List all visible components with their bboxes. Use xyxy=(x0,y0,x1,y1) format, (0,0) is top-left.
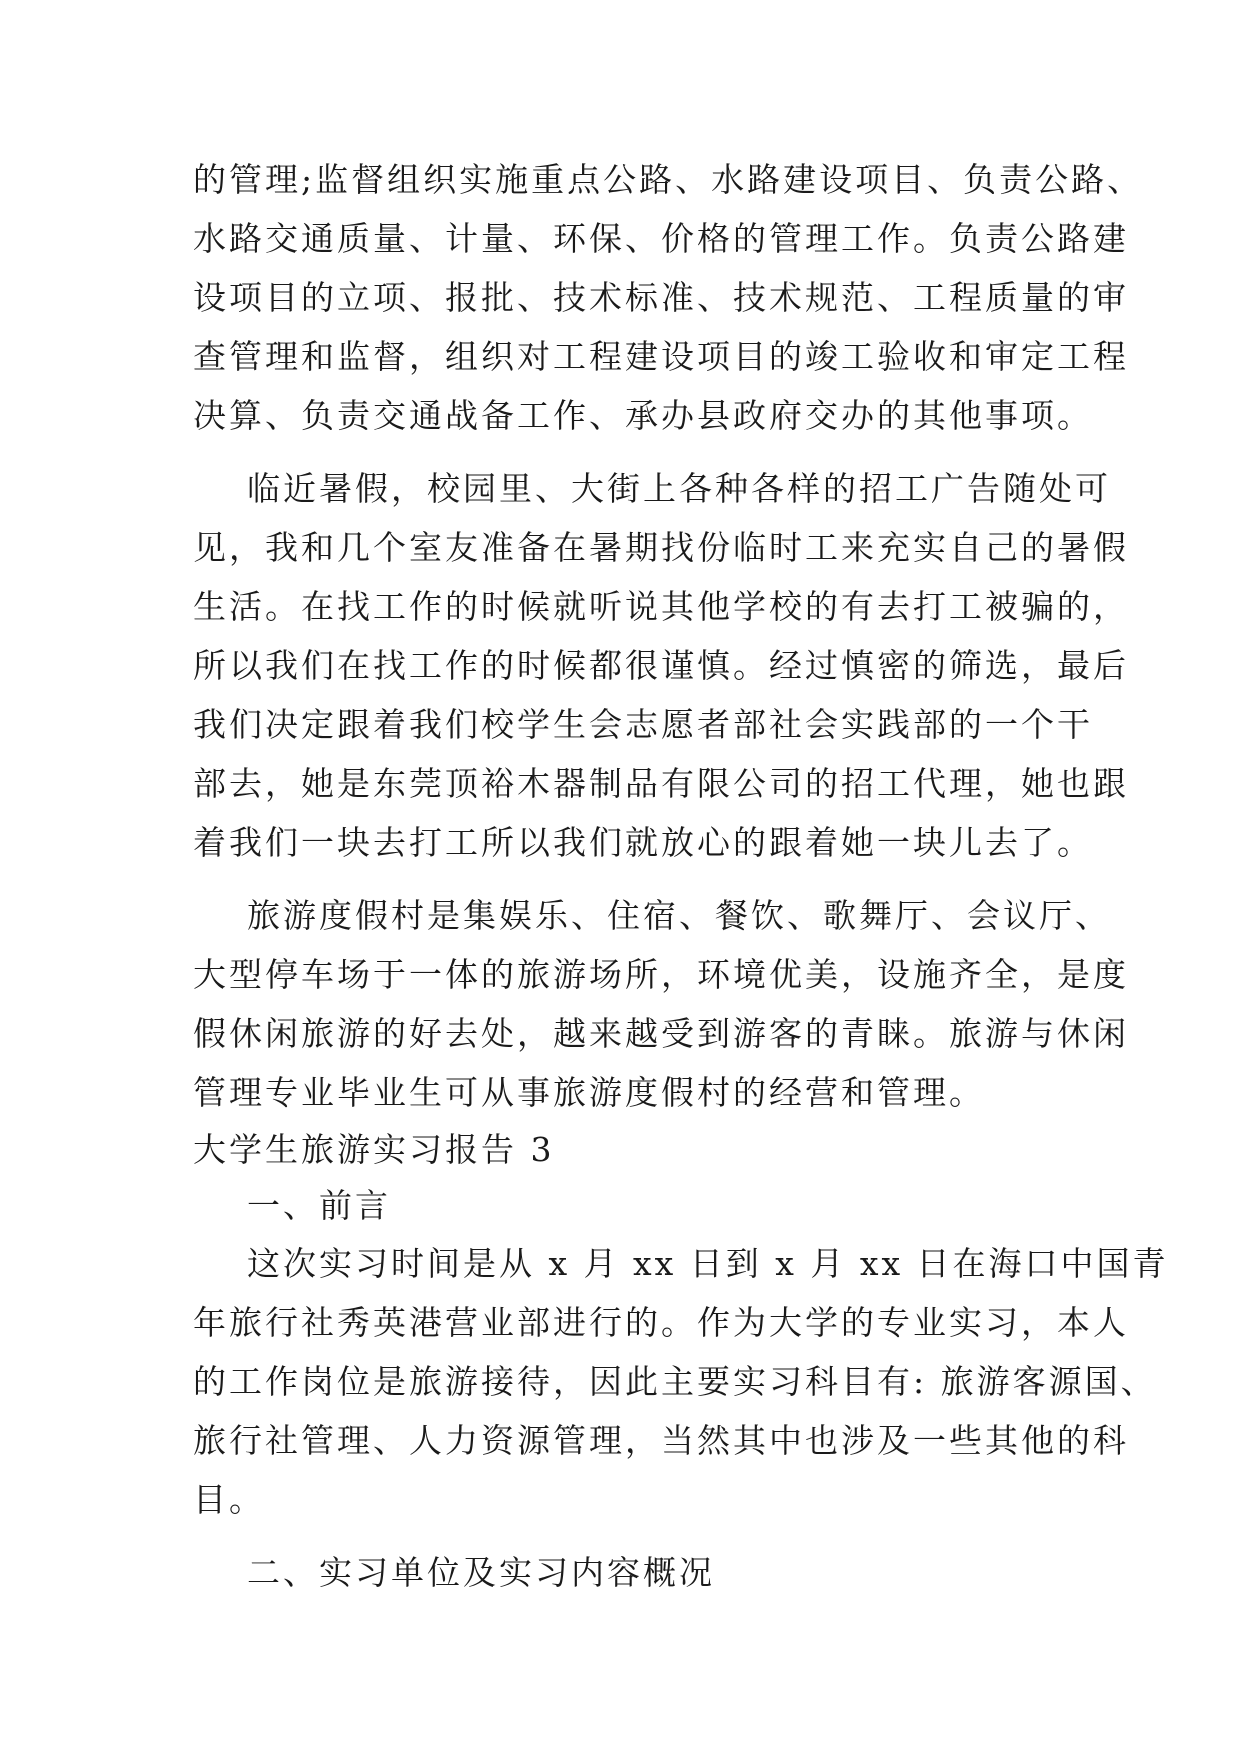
text-line: 生活。在找工作的时候就听说其他学校的有去打工被骗的， xyxy=(193,587,1129,626)
text-line: 水路交通质量、计量、环保、价格的管理工作。负责公路建 xyxy=(193,219,1129,258)
paragraph-spacer xyxy=(193,445,1063,459)
text-line: 设项目的立项、报批、技术标准、技术规范、工程质量的审 xyxy=(193,278,1129,317)
document-body xyxy=(193,150,1169,1602)
text-line: 查管理和监督，组织对工程建设项目的竣工验收和审定工程 xyxy=(193,337,1129,376)
text-line: 管理专业毕业生可从事旅游度假村的经营和管理。 xyxy=(193,1073,985,1112)
text-line: 旅游度假村是集娱乐、住宿、餐饮、歌舞厅、会议厅、 xyxy=(193,896,1111,935)
text-line: 目。 xyxy=(193,1480,265,1519)
text-line: 着我们一块去打工所以我们就放心的跟着她一块儿去了。 xyxy=(193,823,1093,862)
text-line: 年旅行社秀英港营业部进行的。作为大学的专业实习，本人 xyxy=(193,1303,1129,1342)
text-line: 假休闲旅游的好去处，越来越受到游客的青睐。旅游与休闲 xyxy=(193,1014,1129,1053)
text-line: 决算、负责交通战备工作、承办县政府交办的其他事项。 xyxy=(193,396,1093,435)
text-line: 这次实习时间是从 x 月 xx 日到 x 月 xx 日在海口中国青 xyxy=(193,1244,1169,1283)
text-line: 大型停车场于一体的旅游场所，环境优美，设施齐全，是度 xyxy=(193,955,1129,994)
paragraph-spacer xyxy=(193,872,1063,886)
text-line: 临近暑假，校园里、大街上各种各样的招工广告随处可 xyxy=(193,469,1111,508)
subsection-heading: 二、实习单位及实习内容概况 xyxy=(193,1553,715,1592)
paragraph-spacer xyxy=(193,1529,1063,1543)
section-heading: 大学生旅游实习报告 3 xyxy=(193,1130,555,1169)
text-line: 所以我们在找工作的时候都很谨慎。经过慎密的筛选，最后 xyxy=(193,646,1129,685)
text-line: 的管理;监督组织实施重点公路、水路建设项目、负责公路、 xyxy=(193,160,1144,199)
subsection-heading: 一、前言 xyxy=(193,1186,391,1225)
text-line: 见，我和几个室友准备在暑期找份临时工来充实自己的暑假 xyxy=(193,528,1129,567)
text-line: 部去，她是东莞顶裕木器制品有限公司的招工代理，她也跟 xyxy=(193,764,1129,803)
text-line: 我们决定跟着我们校学生会志愿者部社会实践部的一个干 xyxy=(193,705,1093,744)
text-line: 旅行社管理、人力资源管理，当然其中也涉及一些其他的科 xyxy=(193,1421,1129,1460)
text-line: 的工作岗位是旅游接待，因此主要实习科目有: 旅游客源国、 xyxy=(193,1362,1157,1401)
